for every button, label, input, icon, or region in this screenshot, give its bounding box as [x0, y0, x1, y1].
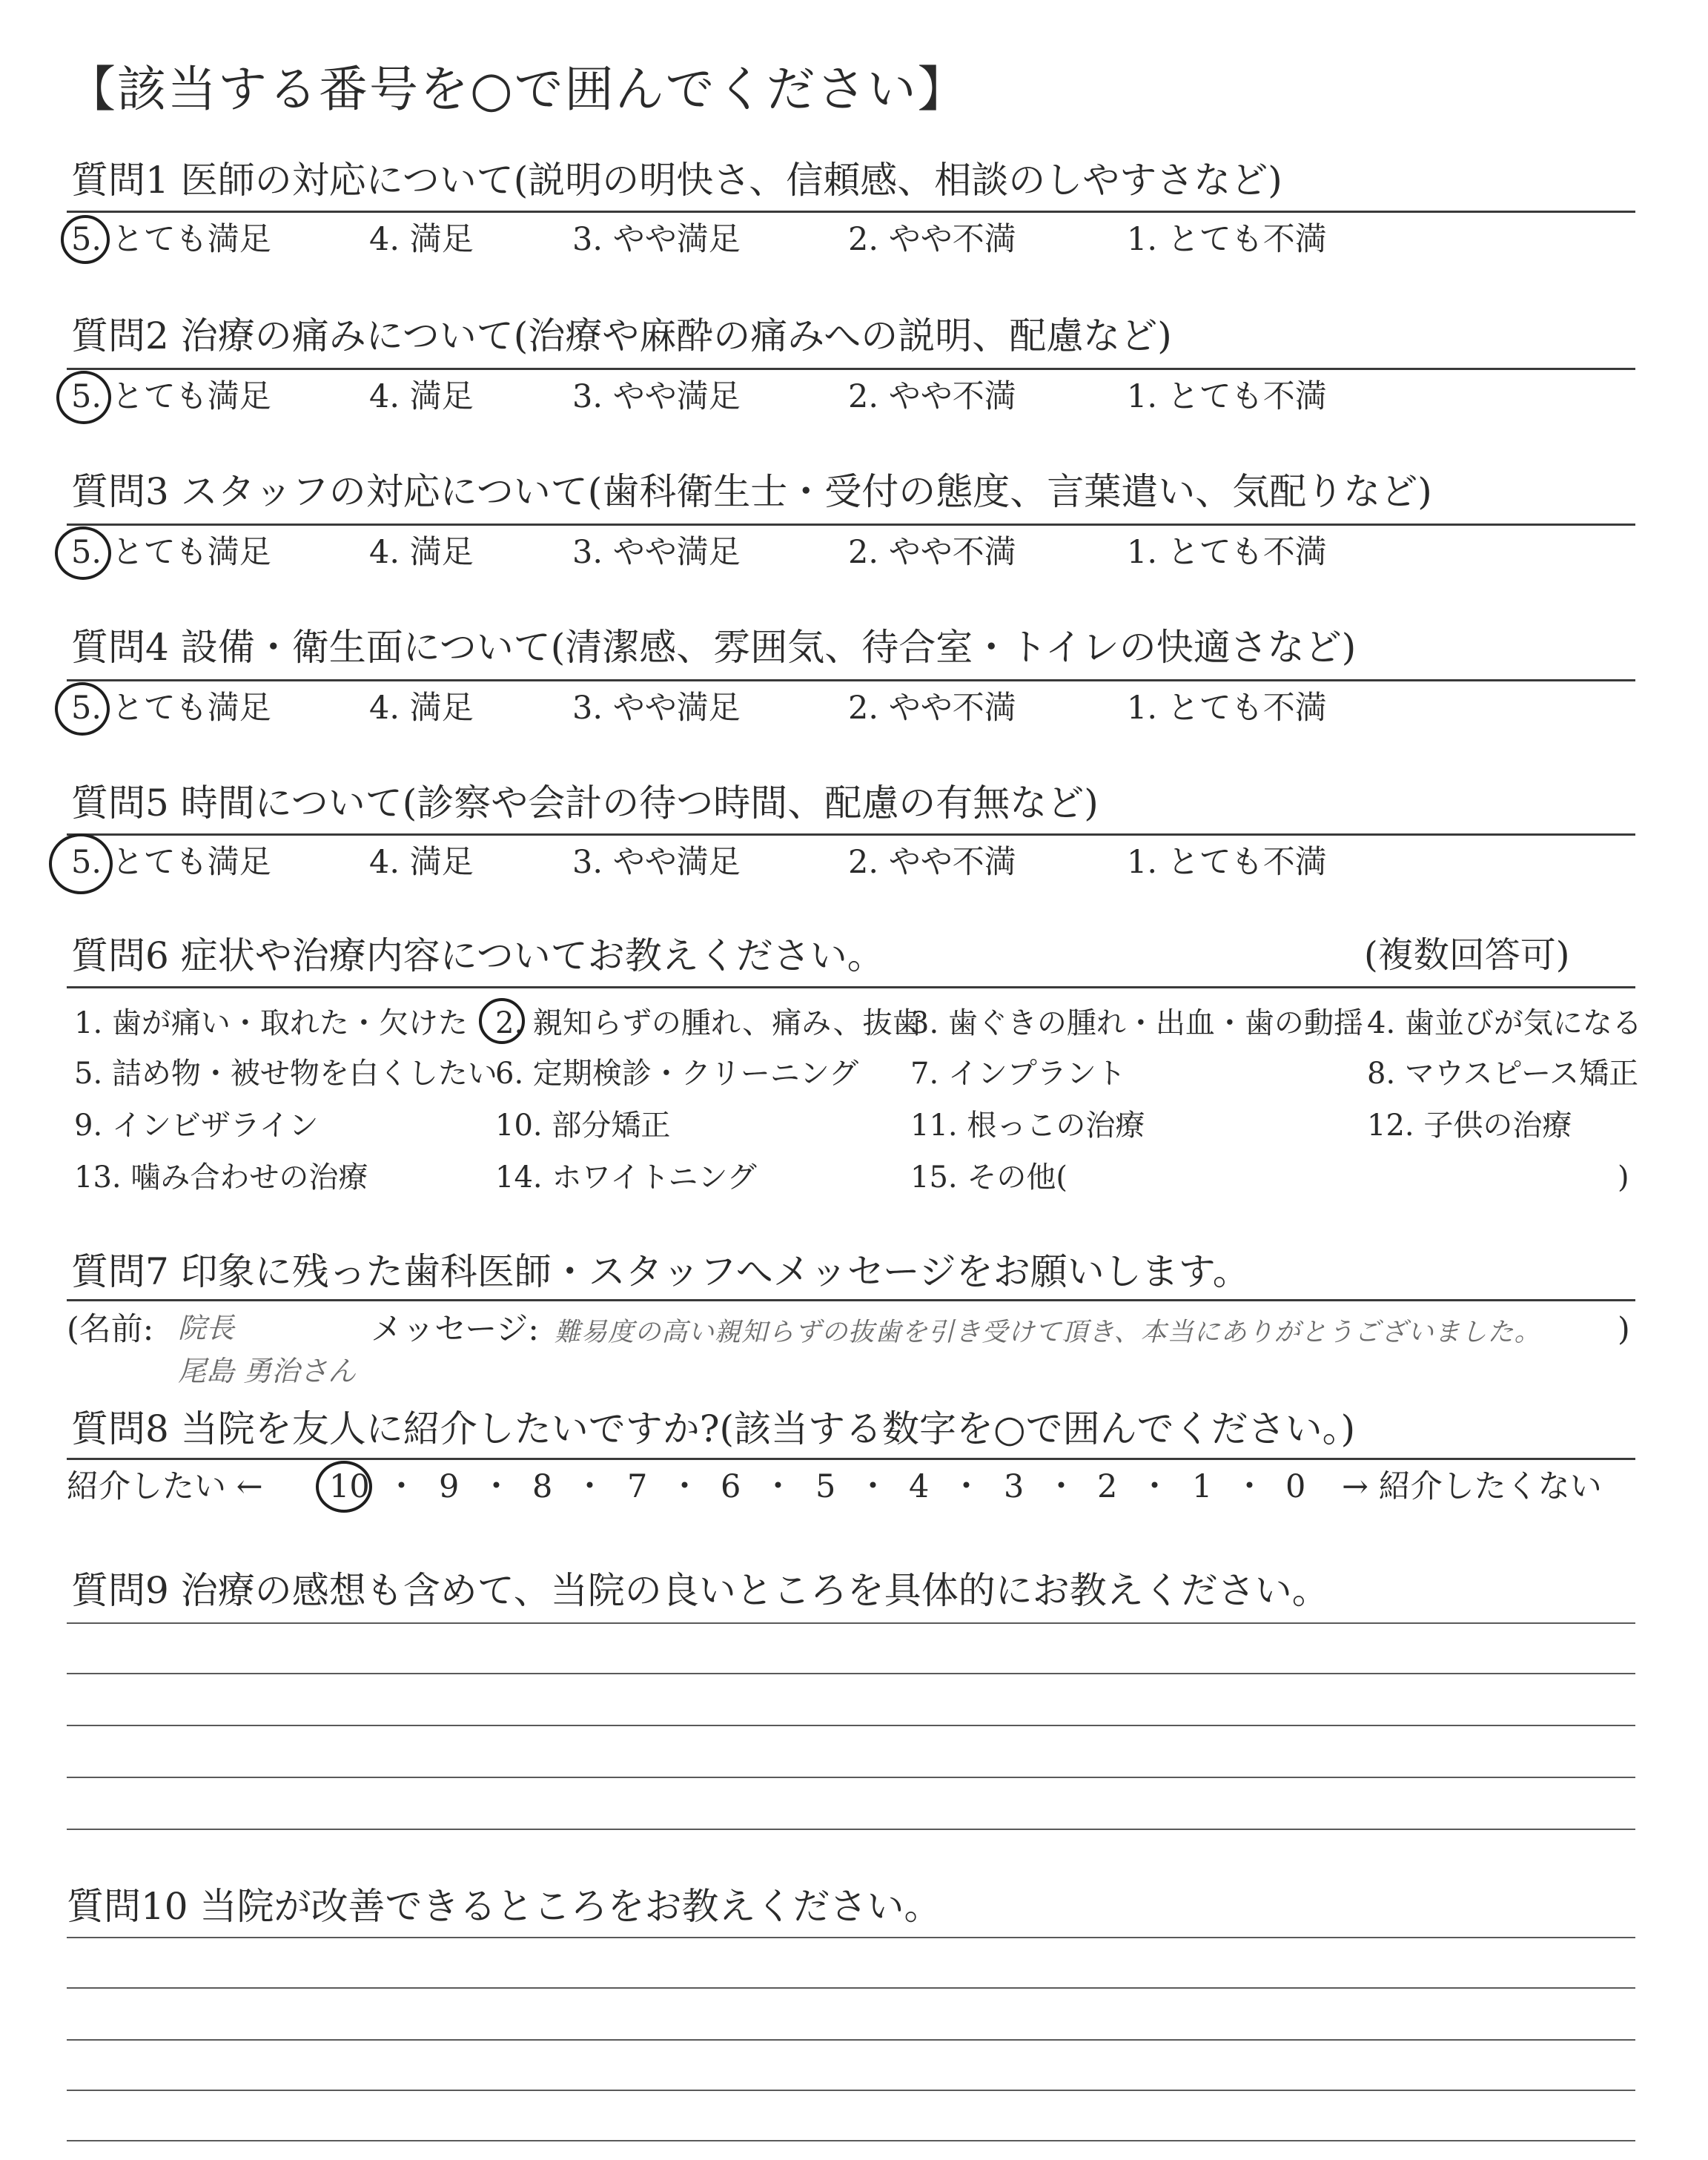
q6-option-7[interactable]: 7. インプラント: [910, 1057, 1126, 1091]
q9-answer-line: [67, 1829, 1635, 1830]
q3-option-2[interactable]: 2. やや不満: [848, 534, 1016, 571]
q3-selection-circle: [55, 526, 111, 580]
q8-dot: ・: [857, 1468, 889, 1505]
q9-answer-line: [67, 1777, 1635, 1778]
q6-option-15-close: ): [1618, 1160, 1629, 1195]
q3-option-3[interactable]: 3. やや満足: [572, 534, 741, 571]
q5-option-1[interactable]: 1. とても不満: [1127, 844, 1327, 881]
q7-name-value-line1[interactable]: 院長: [178, 1312, 235, 1344]
q2-option-5[interactable]: 5. とても満足: [71, 378, 271, 415]
q8-right-label: → 紹介したくない: [1342, 1468, 1602, 1505]
q3-option-5[interactable]: 5. とても満足: [71, 534, 271, 571]
q4-option-4[interactable]: 4. 満足: [369, 690, 474, 727]
q8-dot: ・: [1234, 1468, 1265, 1505]
question-5-rule: [67, 833, 1635, 836]
q6-option-2[interactable]: 2. 親知らずの腫れ、痛み、抜歯: [495, 1006, 922, 1040]
q1-option-4[interactable]: 4. 満足: [369, 221, 474, 258]
q6-option-12[interactable]: 12. 子供の治療: [1367, 1109, 1572, 1143]
q8-dot: ・: [574, 1468, 606, 1505]
q8-scale-4[interactable]: 4: [909, 1468, 930, 1505]
q8-left-label: 紹介したい ←: [67, 1468, 263, 1505]
page-title: 【該当する番号を○で囲んでください】: [67, 61, 968, 118]
q7-close-paren: ): [1618, 1311, 1630, 1348]
q8-dot: ・: [1139, 1468, 1171, 1505]
q8-scale-8[interactable]: 8: [532, 1468, 553, 1505]
question-9-label: 質問9 治療の感想も含めて、当院の良いところを具体的にお教えください。: [71, 1569, 1329, 1612]
q6-option-8[interactable]: 8. マウスピース矯正: [1367, 1057, 1639, 1091]
q6-option-14[interactable]: 14. ホワイトニング: [495, 1160, 757, 1195]
question-4-rule: [67, 679, 1635, 681]
q9-answer-line: [67, 1725, 1635, 1726]
q9-answer-line: [67, 1622, 1635, 1624]
q5-option-2[interactable]: 2. やや不満: [848, 844, 1016, 881]
q4-option-2[interactable]: 2. やや不満: [848, 690, 1016, 727]
question-3-rule: [67, 524, 1635, 526]
q6-selection-circle: [479, 998, 525, 1044]
q2-option-4[interactable]: 4. 満足: [369, 378, 474, 415]
q1-option-1[interactable]: 1. とても不満: [1127, 221, 1327, 258]
q8-dot: ・: [950, 1468, 982, 1505]
q8-dot: ・: [385, 1468, 417, 1505]
q10-answer-line: [67, 1987, 1635, 1989]
q3-option-4[interactable]: 4. 満足: [369, 534, 474, 571]
q7-message-value[interactable]: 難易度の高い親知らずの抜歯を引き受けて頂き、本当にありがとうございました。: [555, 1318, 1541, 1347]
q1-option-2[interactable]: 2. やや不満: [848, 221, 1016, 258]
question-1-label: 質問1 医師の対応について(説明の明快さ、信頼感、相談のしやすさなど): [71, 159, 1282, 202]
q6-option-5[interactable]: 5. 詰め物・被せ物を白くしたい: [74, 1057, 497, 1091]
q3-option-1[interactable]: 1. とても不満: [1127, 534, 1327, 571]
q7-message-label: メッセージ:: [371, 1311, 539, 1348]
question-6-note: (複数回答可): [1364, 934, 1570, 976]
q10-answer-line: [67, 2039, 1635, 2041]
q4-option-3[interactable]: 3. やや満足: [572, 690, 741, 727]
q8-dot: ・: [669, 1468, 701, 1505]
question-5-label: 質問5 時間について(診察や会計の待つ時間、配慮の有無など): [71, 782, 1099, 825]
q8-scale-7[interactable]: 7: [627, 1468, 648, 1505]
q8-scale-5[interactable]: 5: [815, 1468, 836, 1505]
q10-answer-line: [67, 1937, 1635, 1938]
q8-scale-9[interactable]: 9: [439, 1468, 460, 1505]
question-3-label: 質問3 スタッフの対応について(歯科衛生士・受付の態度、言葉遣い、気配りなど): [71, 470, 1432, 513]
q4-option-1[interactable]: 1. とても不満: [1127, 690, 1327, 727]
q8-scale-2[interactable]: 2: [1097, 1468, 1118, 1505]
q4-selection-circle: [55, 682, 110, 736]
q8-selection-circle: [316, 1461, 372, 1513]
question-2-rule: [67, 368, 1635, 370]
q8-scale-0[interactable]: 0: [1285, 1468, 1306, 1505]
q8-scale-1[interactable]: 1: [1192, 1468, 1213, 1505]
q2-option-3[interactable]: 3. やや満足: [572, 378, 741, 415]
question-8-label: 質問8 当院を友人に紹介したいですか?(該当する数字を○で囲んでください。): [71, 1407, 1356, 1450]
question-1-rule: [67, 211, 1635, 213]
q2-option-2[interactable]: 2. やや不満: [848, 378, 1016, 415]
q8-dot: ・: [762, 1468, 794, 1505]
q7-name-label: (名前:: [67, 1311, 154, 1348]
q9-answer-line: [67, 1673, 1635, 1674]
q7-name-value-line2[interactable]: 尾島 勇治さん: [178, 1355, 357, 1387]
question-6-label: 質問6 症状や治療内容についてお教えください。: [71, 934, 884, 977]
q1-option-5[interactable]: 5. とても満足: [71, 221, 271, 258]
q1-option-3[interactable]: 3. やや満足: [572, 221, 741, 258]
q5-option-3[interactable]: 3. やや満足: [572, 844, 741, 881]
q2-option-1[interactable]: 1. とても不満: [1127, 378, 1327, 415]
question-7-label: 質問7 印象に残った歯科医師・スタッフへメッセージをお願いします。: [71, 1250, 1250, 1293]
question-4-label: 質問4 設備・衛生面について(清潔感、雰囲気、待合室・トイレの快適さなど): [71, 626, 1357, 669]
q5-option-4[interactable]: 4. 満足: [369, 844, 474, 881]
q5-selection-circle: [49, 833, 113, 894]
q8-dot: ・: [1045, 1468, 1077, 1505]
q6-option-4[interactable]: 4. 歯並びが気になる: [1367, 1006, 1642, 1040]
question-10-label: 質問10 当院が改善できるところをお教えください。: [67, 1885, 941, 1928]
question-7-rule: [67, 1299, 1635, 1301]
q4-option-5[interactable]: 5. とても満足: [71, 690, 271, 727]
question-6-rule: [67, 986, 1635, 988]
q8-scale-6[interactable]: 6: [721, 1468, 741, 1505]
q1-selection-circle: [61, 215, 110, 264]
q8-scale-10[interactable]: 10: [329, 1468, 370, 1505]
question-2-label: 質問2 治療の痛みについて(治療や麻酔の痛みへの説明、配慮など): [71, 314, 1172, 357]
q5-option-5[interactable]: 5. とても満足: [71, 844, 271, 881]
q6-option-15[interactable]: 15. その他(: [910, 1160, 1068, 1195]
q10-answer-line: [67, 2140, 1635, 2141]
q6-option-10[interactable]: 10. 部分矯正: [495, 1109, 671, 1143]
question-8-rule: [67, 1458, 1635, 1460]
q6-option-3[interactable]: 3. 歯ぐきの腫れ・出血・歯の動揺: [910, 1006, 1363, 1040]
q6-option-13[interactable]: 13. 噛み合わせの治療: [74, 1160, 368, 1195]
q6-option-9[interactable]: 9. インビザライン: [74, 1109, 319, 1143]
q8-scale-3[interactable]: 3: [1004, 1468, 1025, 1505]
q6-option-6[interactable]: 6. 定期検診・クリーニング: [495, 1057, 859, 1091]
q10-answer-line: [67, 2090, 1635, 2091]
q8-dot: ・: [480, 1468, 512, 1505]
q6-option-11[interactable]: 11. 根っこの治療: [910, 1109, 1145, 1143]
q6-option-1[interactable]: 1. 歯が痛い・取れた・欠けた: [74, 1006, 468, 1040]
q2-selection-circle: [56, 371, 111, 424]
